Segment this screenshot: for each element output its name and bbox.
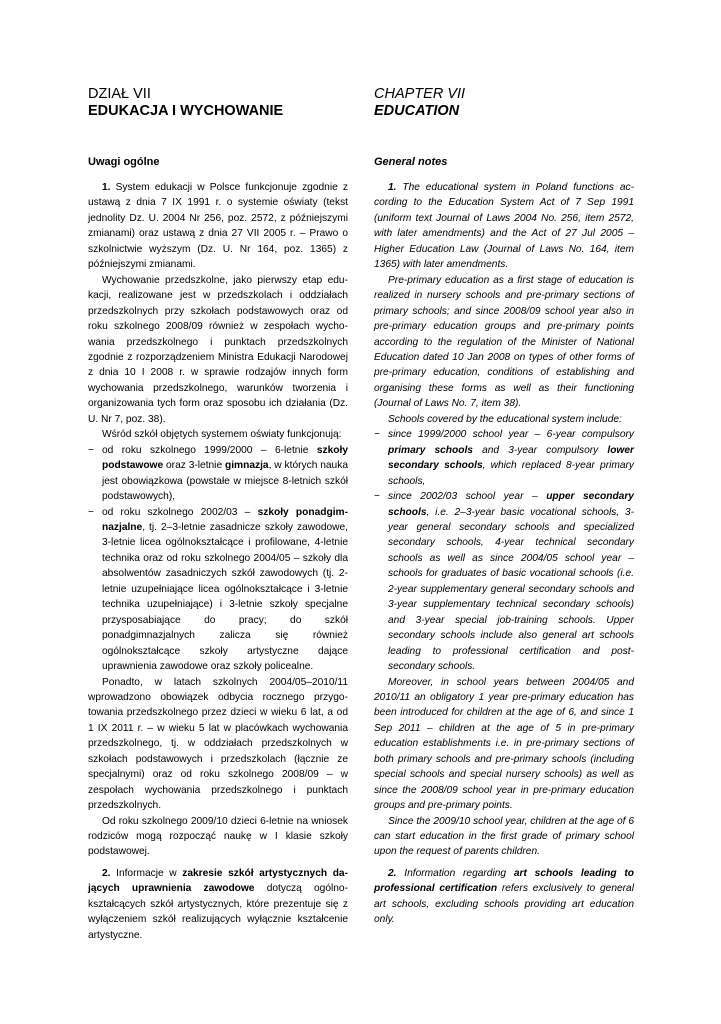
school-list [374,427,634,674]
list-emphasis: upper secondary schools [388,491,634,518]
paragraph-2: Wychowanie przedszkolne, jako pierwszy etap edukacji, realizowane jest w przedszkolach i oddziałach przedszkolnych przy szkołach podstawowych oraz od roku szkolnego 2008/09 również w zespołach wychowania przedszkolnego i punktach przedszkolnych zgodnie z rozporządzeniem Ministra Edukacji Narodowej z dnia 10 I 2008 r. w sprawie rodzajów innych form wychowania przedszkolnego, warunków tworzenia i organizowania tych form oraz sposobu ich działania (Dz. U. Nr 7, poz. 38). [88,274,348,425]
list-emphasis: szkoły ponadgimnazjalne [102,506,348,533]
paragraph-number: 1. [388,182,397,193]
paragraph-2: Pre-primary education as a first stage of education is realized in nursery schools and pre-primary sections of primary schools; and since 2008/09 school year also in pre-primary education groups and pre-primary points according to the regulation of the Minister of National Education dated 10 Jan 2008 on types of other forms of pre-primary education, conditions of establishing and organising these forms as well as their functioning (Journal of Laws No. 7, item 38). [374,274,634,410]
notes-body [88,180,348,943]
paragraph-emphasis: art schools leading to professional certification [374,867,634,895]
list-item [88,505,348,675]
paragraph-5: Od roku szkolnego 2009/10 dzieci 6-letnie na wniosek rodziców mogą rozpocząć naukę w I klasie szkoły podstawowej. [88,815,348,858]
paragraph-3: Wśród szkół objętych systemem oświaty funkcjonują: [102,429,342,441]
chapter-label: CHAPTER VII [374,86,466,102]
paragraph-text: refers exclusively to general art schools, excluding schools providing art education only. [374,883,634,926]
paragraph-6 [374,866,634,928]
paragraph-emphasis: zakresie szkół artystycznych dających uprawnienia zawodowe [88,867,348,895]
school-list [88,443,348,675]
polish-column [88,86,348,943]
paragraph-text: dotyczą ogólnokształcących szkół artystycznych, które prezentuje się z wyłączeniem szkół realizujących wyłącznie kształcenie artystyczne. [88,883,348,941]
chapter-label: DZIAŁ VII [88,86,151,102]
chapter-title: EDUKACJA I WYCHOWANIE [88,103,284,119]
list-item [374,489,634,674]
paragraph-text: The educational system in Poland functions according to the Education System Act of 7 Sep 1991 (uniform text Journal of Laws 2004 No. 256, item 2572, with later amendments) and the Act of 27 Jul 2005 – Higher Education Law (Journal of Laws No. 164, item 1365) with later amendments. [374,182,634,271]
paragraph-6 [88,866,348,943]
paragraph-4: Ponadto, w latach szkolnych 2004/05–2010/11 wprowadzono obowiązek odbycia rocznego przygotowania przedszkolnego przez dzieci w wieku 6 lat, a od 1 IX 2011 r. – w wieku 5 lat w placówkach wychowania przedszkolnego, tj. w oddziałach przedszkolnych w szkołach podstawowych i przedszkolach (łącznie ze specjalnymi) oraz od roku szkolnego 2008/09 – w zespołach wychowania przedszkolnego i punktach przedszkolnych. [88,676,348,812]
notes-body [374,180,634,928]
list-item [374,427,634,489]
list-text: od roku szkolnego 2002/03 – [102,506,251,518]
list-emphasis: lower secondary schools [388,444,634,472]
english-column [374,86,634,928]
list-text: , which replaced 8-year primary schools, [388,460,634,487]
notes-title: Uwagi ogólne [88,156,160,168]
list-emphasis: primary schools [388,444,473,456]
paragraph-text: Information regarding [404,867,507,879]
paragraph-5: Since the 2009/10 school year, children at the age of 6 can start education in the first grade of primary school upon the request of parents children. [374,815,634,858]
chapter-heading [88,86,348,120]
paragraph-number: 2. [102,867,111,879]
list-text: since 1999/2000 school year – 6-year compulsory [388,429,634,441]
list-text: , tj. 2–3-letnie zasadnicze szkoły zawodowe, 3-letnie licea ogólnokształcące i profilowane, 4-letnie technika oraz od roku szkolnego 2004/05 – szkoły dla absolwentów zasadniczych szkół zawodowych (tj. 2-letnie uzupełniające licea ogólnokształcące i 3-letnie technika uzupełniające) i 3-letnie szkoły specjalne przysposabiające do pracy; do szkół ponadgimnazjalnych zalicza się również ogólnokształcące szkoły artystyczne dające uprawnienia zawodowe oraz szkoły policealne. [102,521,348,673]
paragraph-1 [88,180,348,273]
paragraph-number: 1. [102,182,111,193]
list-emphasis: gimnazja [225,460,269,472]
list-text: , w których nauka jest obowiązkowa (powstałe w miejsce 8-letnich szkół podstawowych), [102,460,348,503]
paragraph-text: Informacje w [116,867,177,879]
list-text: and 3-year compulsory [482,444,599,456]
list-text: since 2002/03 school year – [388,491,538,503]
list-text: od roku szkolnego 1999/2000 – 6-letnie [102,444,309,456]
paragraph-4: Moreover, in school years between 2004/05 and 2010/11 an obligatory 1 year pre-primary education has been introduced for children at the age of 6, and since 1 Sep 2011 – children at the age of 5 in pre-primary education establishments i.e. in pre-primary sections of both primary schools and pre-primary schools (including special schools and special nursery schools) as well as since the 2008/09 school year in pre-primary education groups and pre-primary points. [374,676,634,812]
paragraph-1 [374,180,634,273]
chapter-title: EDUCATION [374,103,460,119]
paragraph-number: 2. [388,867,397,879]
paragraph-3: Schools covered by the educational system include: [388,413,622,425]
list-text: , i.e. 2–3-year basic vocational schools, 3-year general secondary schools and specialized secondary schools, 4-year technical secondary schools as well as since 2004/05 school year – schools for graduates of basic vocational schools (i.e. 2-year supplementary general secondary schools and 3-year supplementary technical secondary schools) and 3-year special job-training schools. Upper secondary schools include also general art schools leading to professional certification and post-secondary schools. [388,506,634,673]
list-item [88,443,348,505]
chapter-heading [374,86,634,120]
paragraph-text: System edukacji w Polsce funkcjonuje zgodnie z ustawą z dnia 7 IX 1991 r. o systemie oświaty (tekst jednolity Dz. U. 2004 Nr 256, poz. 2572, z późniejszymi zmianami) oraz ustawą z dnia 27 VII 2005 r. – Prawo o szkolnictwie wyższym (Dz. U. Nr 164, poz. 1365) z późniejszymi zmianami. [88,182,348,271]
list-emphasis: szkoły podstawowe [102,444,348,472]
list-text: oraz 3-letnie [166,460,223,472]
notes-title: General notes [374,156,448,168]
